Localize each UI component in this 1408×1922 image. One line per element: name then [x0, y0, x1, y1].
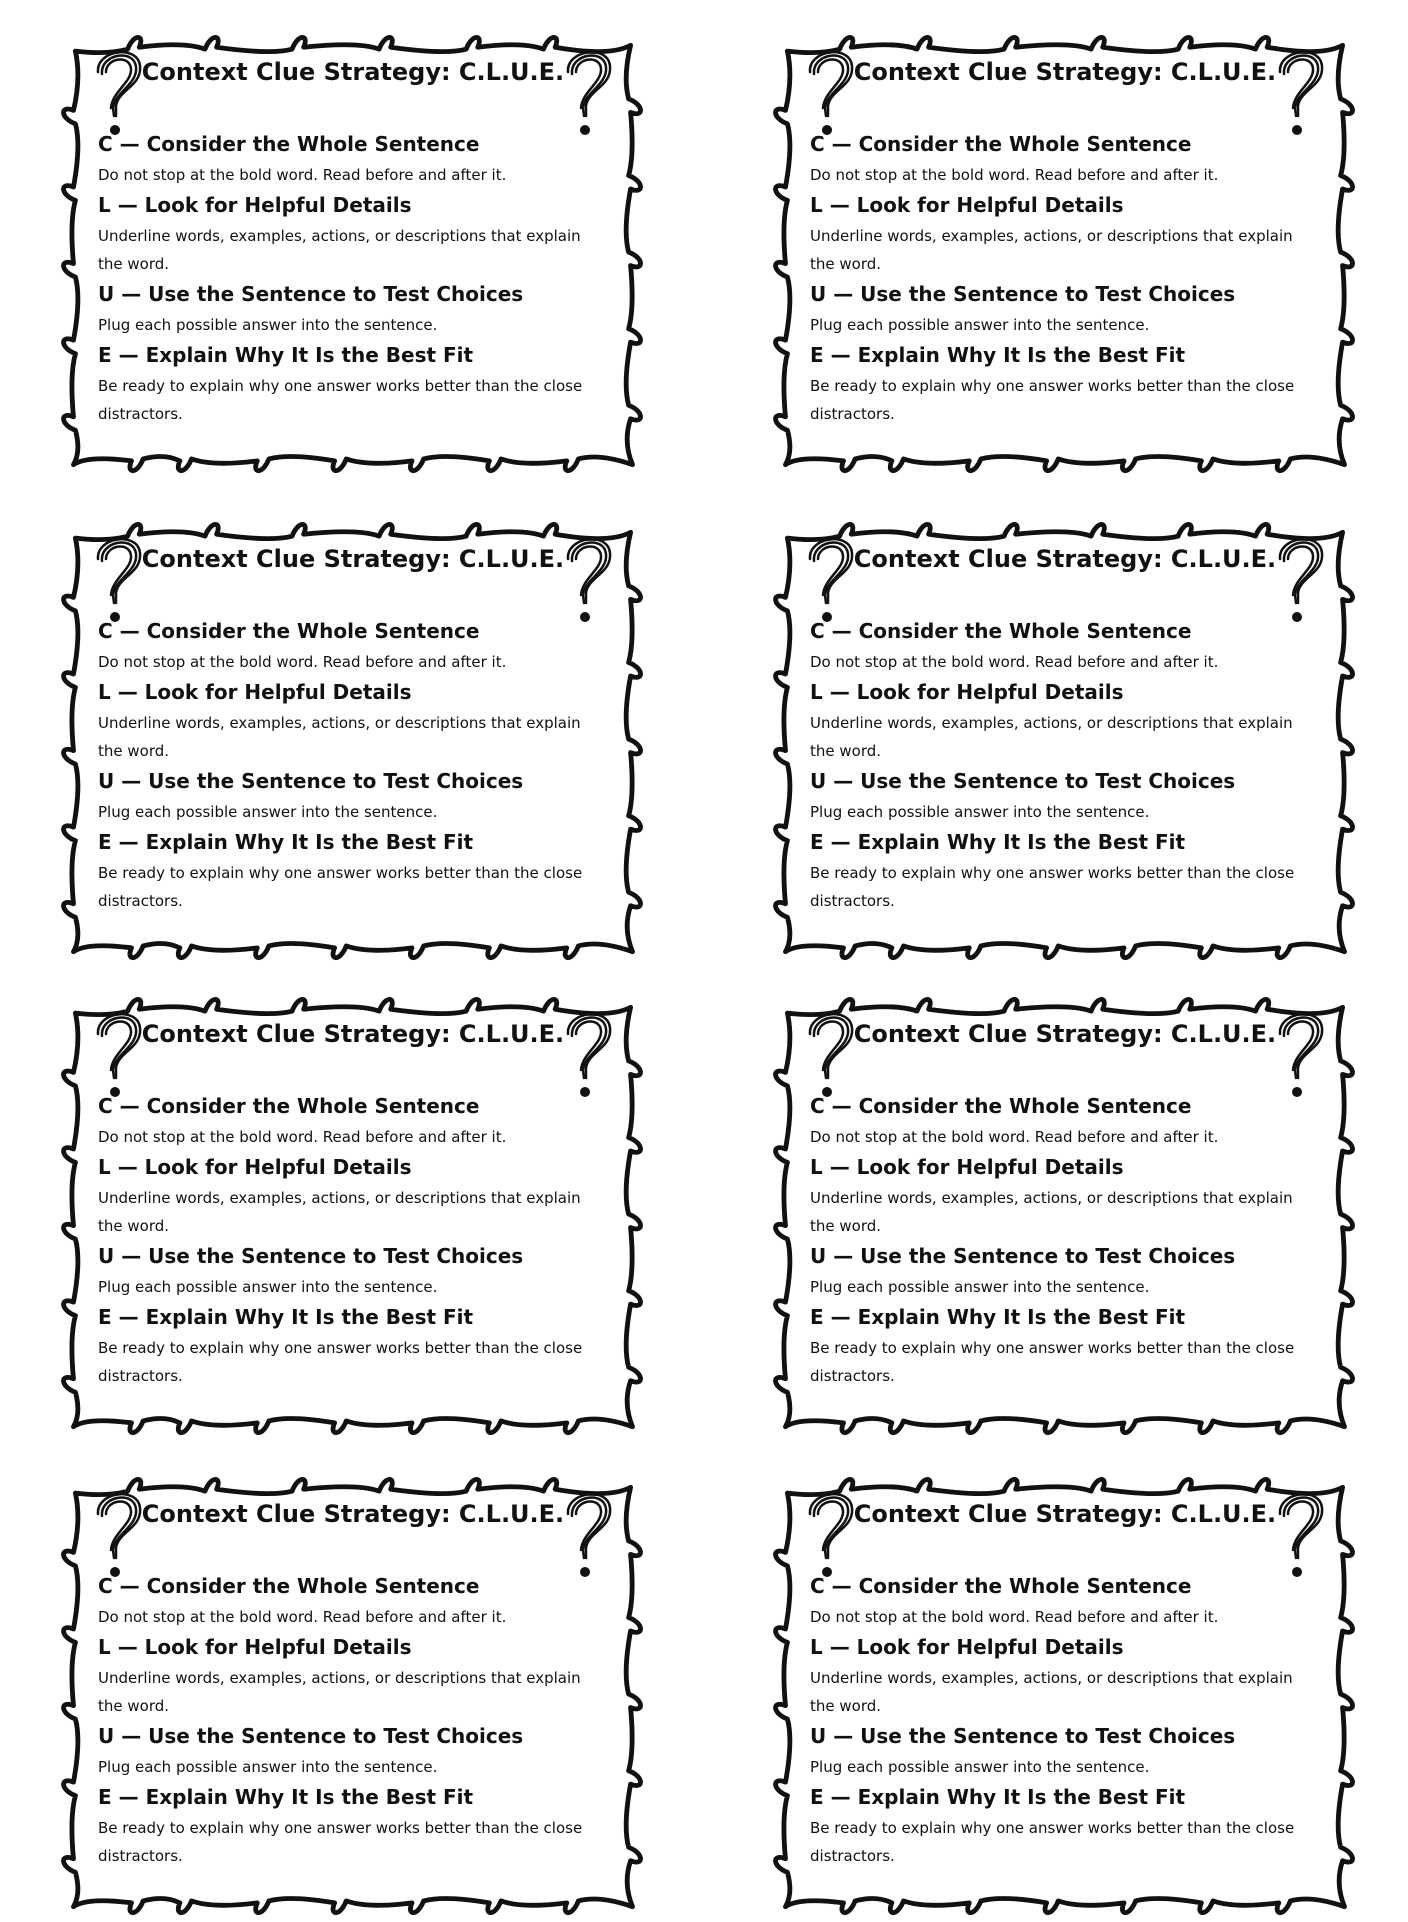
step-u [98, 280, 598, 339]
step-e [98, 1783, 598, 1870]
step-text: Do not stop at the bold word. Read before and after it. [810, 166, 1219, 184]
step-heading: L — Look for Helpful Details [810, 680, 1124, 704]
step-text: Plug each possible answer into the sentence. [810, 1758, 1150, 1776]
question-mark-icon [1270, 1484, 1330, 1584]
step-c [810, 617, 1310, 676]
step-l [810, 1153, 1310, 1240]
step-heading: U — Use the Sentence to Test Choices [810, 1244, 1236, 1268]
step-text: Do not stop at the bold word. Read before and after it. [810, 1128, 1219, 1146]
step-text: Be ready to explain why one answer works better than the close distractors. [98, 1819, 583, 1865]
question-mark-icon [88, 42, 148, 142]
step-text: Be ready to explain why one answer works better than the close distractors. [810, 864, 1295, 910]
step-text: Plug each possible answer into the sentence. [98, 1278, 438, 1296]
strategy-steps [810, 1572, 1310, 1872]
card-title: Context Clue Strategy: C.L.U.E. [141, 58, 565, 86]
question-mark-icon [800, 1004, 860, 1104]
step-heading: U — Use the Sentence to Test Choices [810, 282, 1236, 306]
step-text: Be ready to explain why one answer works better than the close distractors. [98, 864, 583, 910]
step-heading: C — Consider the Whole Sentence [98, 1574, 480, 1598]
card-title: Context Clue Strategy: C.L.U.E. [141, 1500, 565, 1528]
step-e [98, 341, 598, 428]
step-text: Plug each possible answer into the sentence. [810, 1278, 1150, 1296]
step-heading: E — Explain Why It Is the Best Fit [98, 1305, 474, 1329]
step-heading: L — Look for Helpful Details [810, 193, 1124, 217]
card-title: Context Clue Strategy: C.L.U.E. [853, 1500, 1277, 1528]
step-heading: C — Consider the Whole Sentence [98, 619, 480, 643]
step-l [98, 678, 598, 765]
step-heading: U — Use the Sentence to Test Choices [98, 282, 524, 306]
step-text: Plug each possible answer into the sentence. [98, 316, 438, 334]
step-text: Do not stop at the bold word. Read before and after it. [810, 653, 1219, 671]
step-u [98, 1242, 598, 1301]
step-heading: L — Look for Helpful Details [98, 1155, 412, 1179]
step-heading: L — Look for Helpful Details [810, 1635, 1124, 1659]
step-text: Do not stop at the bold word. Read before and after it. [98, 653, 507, 671]
step-heading: C — Consider the Whole Sentence [810, 619, 1192, 643]
strategy-steps [98, 1572, 598, 1872]
step-text: Be ready to explain why one answer works better than the close distractors. [98, 1339, 583, 1385]
step-c [810, 1092, 1310, 1151]
step-text: Underline words, examples, actions, or descriptions that explain the word. [810, 1669, 1293, 1715]
step-u [810, 1722, 1310, 1781]
step-u [810, 280, 1310, 339]
question-mark-icon [558, 1484, 618, 1584]
card-title: Context Clue Strategy: C.L.U.E. [141, 1020, 565, 1048]
step-text: Underline words, examples, actions, or descriptions that explain the word. [810, 714, 1293, 760]
step-e [810, 1303, 1310, 1390]
step-heading: E — Explain Why It Is the Best Fit [98, 343, 474, 367]
step-text: Underline words, examples, actions, or descriptions that explain the word. [98, 1669, 581, 1715]
step-text: Underline words, examples, actions, or descriptions that explain the word. [98, 714, 581, 760]
step-heading: U — Use the Sentence to Test Choices [810, 1724, 1236, 1748]
step-u [98, 767, 598, 826]
step-c [810, 1572, 1310, 1631]
strategy-steps [810, 1092, 1310, 1392]
step-text: Plug each possible answer into the sentence. [98, 1758, 438, 1776]
step-text: Plug each possible answer into the sentence. [810, 803, 1150, 821]
step-heading: C — Consider the Whole Sentence [810, 132, 1192, 156]
question-mark-icon [558, 529, 618, 629]
step-u [810, 1242, 1310, 1301]
question-mark-icon [88, 1484, 148, 1584]
step-heading: E — Explain Why It Is the Best Fit [810, 1785, 1186, 1809]
step-c [810, 130, 1310, 189]
step-heading: E — Explain Why It Is the Best Fit [98, 1785, 474, 1809]
card-title: Context Clue Strategy: C.L.U.E. [853, 1020, 1277, 1048]
step-heading: C — Consider the Whole Sentence [810, 1574, 1192, 1598]
step-heading: U — Use the Sentence to Test Choices [98, 1724, 524, 1748]
strategy-card [770, 517, 1360, 967]
strategy-steps [98, 130, 598, 430]
step-c [98, 1572, 598, 1631]
step-heading: L — Look for Helpful Details [810, 1155, 1124, 1179]
step-e [810, 828, 1310, 915]
question-mark-icon [558, 1004, 618, 1104]
step-heading: E — Explain Why It Is the Best Fit [810, 1305, 1186, 1329]
step-text: Be ready to explain why one answer works better than the close distractors. [810, 1819, 1295, 1865]
strategy-card [770, 30, 1360, 480]
step-l [98, 1633, 598, 1720]
step-heading: C — Consider the Whole Sentence [810, 1094, 1192, 1118]
step-u [810, 767, 1310, 826]
strategy-steps [98, 1092, 598, 1392]
step-l [98, 191, 598, 278]
strategy-card [58, 30, 648, 480]
step-heading: E — Explain Why It Is the Best Fit [810, 830, 1186, 854]
step-e [98, 828, 598, 915]
question-mark-icon [800, 1484, 860, 1584]
strategy-card [58, 517, 648, 967]
step-text: Underline words, examples, actions, or descriptions that explain the word. [98, 1189, 581, 1235]
step-l [810, 191, 1310, 278]
step-text: Do not stop at the bold word. Read before and after it. [98, 1608, 507, 1626]
step-text: Be ready to explain why one answer works better than the close distractors. [98, 377, 583, 423]
question-mark-icon [88, 529, 148, 629]
strategy-card [58, 1472, 648, 1922]
question-mark-icon [558, 42, 618, 142]
step-c [98, 130, 598, 189]
strategy-card [770, 1472, 1360, 1922]
step-l [810, 678, 1310, 765]
card-title: Context Clue Strategy: C.L.U.E. [853, 545, 1277, 573]
step-text: Be ready to explain why one answer works better than the close distractors. [810, 377, 1295, 423]
step-heading: E — Explain Why It Is the Best Fit [810, 343, 1186, 367]
step-l [810, 1633, 1310, 1720]
step-text: Do not stop at the bold word. Read before and after it. [98, 166, 507, 184]
step-text: Do not stop at the bold word. Read before and after it. [98, 1128, 507, 1146]
step-heading: U — Use the Sentence to Test Choices [810, 769, 1236, 793]
question-mark-icon [800, 42, 860, 142]
card-title: Context Clue Strategy: C.L.U.E. [141, 545, 565, 573]
strategy-card [770, 992, 1360, 1442]
step-text: Plug each possible answer into the sentence. [810, 316, 1150, 334]
step-heading: L — Look for Helpful Details [98, 680, 412, 704]
step-c [98, 1092, 598, 1151]
step-c [98, 617, 598, 676]
step-e [810, 341, 1310, 428]
step-text: Plug each possible answer into the sentence. [98, 803, 438, 821]
question-mark-icon [800, 529, 860, 629]
step-heading: U — Use the Sentence to Test Choices [98, 1244, 524, 1268]
step-heading: L — Look for Helpful Details [98, 193, 412, 217]
step-text: Underline words, examples, actions, or descriptions that explain the word. [98, 227, 581, 273]
strategy-steps [98, 617, 598, 917]
question-mark-icon [1270, 529, 1330, 629]
strategy-steps [810, 130, 1310, 430]
question-mark-icon [1270, 42, 1330, 142]
step-heading: C — Consider the Whole Sentence [98, 132, 480, 156]
step-text: Underline words, examples, actions, or descriptions that explain the word. [810, 227, 1293, 273]
step-heading: E — Explain Why It Is the Best Fit [98, 830, 474, 854]
step-l [98, 1153, 598, 1240]
step-heading: U — Use the Sentence to Test Choices [98, 769, 524, 793]
card-title: Context Clue Strategy: C.L.U.E. [853, 58, 1277, 86]
step-e [810, 1783, 1310, 1870]
strategy-card [58, 992, 648, 1442]
step-text: Be ready to explain why one answer works better than the close distractors. [810, 1339, 1295, 1385]
question-mark-icon [1270, 1004, 1330, 1104]
step-text: Underline words, examples, actions, or descriptions that explain the word. [810, 1189, 1293, 1235]
step-heading: C — Consider the Whole Sentence [98, 1094, 480, 1118]
step-heading: L — Look for Helpful Details [98, 1635, 412, 1659]
step-text: Do not stop at the bold word. Read before and after it. [810, 1608, 1219, 1626]
strategy-steps [810, 617, 1310, 917]
step-e [98, 1303, 598, 1390]
step-u [98, 1722, 598, 1781]
question-mark-icon [88, 1004, 148, 1104]
